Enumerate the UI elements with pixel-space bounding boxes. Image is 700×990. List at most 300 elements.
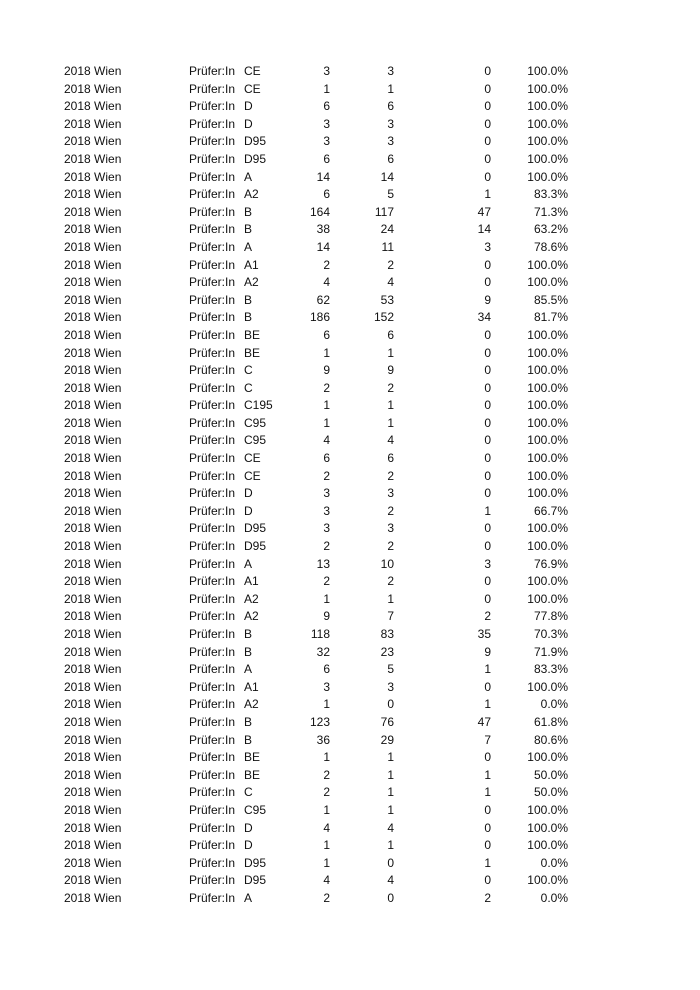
cell-total: 2: [323, 767, 330, 782]
table-row: [0, 784, 700, 802]
cell-passed: 0: [387, 697, 394, 712]
cell-license-class: C: [244, 785, 253, 800]
cell-year-location: 2018 Wien: [64, 820, 122, 835]
cell-role: Prüfer:In: [189, 855, 236, 870]
cell-pass-rate: 100.0%: [527, 468, 568, 483]
cell-license-class: B: [244, 204, 253, 219]
cell-failed: 1: [484, 697, 491, 712]
cell-role: Prüfer:In: [189, 679, 236, 694]
cell-pass-rate: 100.0%: [527, 81, 568, 96]
cell-pass-rate: 71.9%: [533, 644, 568, 659]
cell-pass-rate: 100.0%: [527, 134, 568, 149]
cell-role: Prüfer:In: [189, 574, 236, 589]
cell-total: 6: [323, 151, 330, 166]
cell-passed: 6: [387, 451, 394, 466]
table-row: [0, 133, 700, 151]
cell-passed: 1: [387, 415, 394, 430]
cell-passed: 24: [380, 222, 394, 237]
cell-year-location: 2018 Wien: [64, 714, 122, 729]
cell-failed: 1: [484, 785, 491, 800]
table-row: [0, 591, 700, 609]
cell-total: 3: [323, 679, 330, 694]
cell-total: 123: [309, 714, 330, 729]
cell-passed: 9: [387, 363, 394, 378]
table-row: [0, 732, 700, 750]
cell-pass-rate: 50.0%: [533, 785, 568, 800]
cell-total: 1: [323, 345, 330, 360]
cell-pass-rate: 100.0%: [527, 64, 568, 78]
cell-year-location: 2018 Wien: [64, 451, 122, 466]
cell-year-location: 2018 Wien: [64, 151, 122, 166]
cell-pass-rate: 100.0%: [527, 327, 568, 342]
cell-license-class: D95: [244, 134, 267, 149]
cell-total: 32: [316, 644, 330, 659]
cell-failed: 3: [484, 239, 491, 254]
cell-passed: 23: [380, 644, 394, 659]
cell-passed: 4: [387, 275, 394, 290]
cell-failed: 9: [484, 292, 491, 307]
cell-year-location: 2018 Wien: [64, 169, 122, 184]
cell-license-class: A1: [244, 679, 259, 694]
cell-pass-rate: 100.0%: [527, 802, 568, 817]
cell-role: Prüfer:In: [189, 873, 236, 888]
cell-role: Prüfer:In: [189, 116, 236, 131]
table-row: [0, 204, 700, 222]
cell-failed: 0: [484, 451, 491, 466]
cell-passed: 2: [387, 468, 394, 483]
cell-failed: 2: [484, 890, 491, 905]
cell-role: Prüfer:In: [189, 609, 236, 624]
cell-year-location: 2018 Wien: [64, 574, 122, 589]
cell-year-location: 2018 Wien: [64, 187, 122, 202]
cell-year-location: 2018 Wien: [64, 363, 122, 378]
cell-role: Prüfer:In: [189, 187, 236, 202]
cell-license-class: D: [244, 820, 253, 835]
cell-license-class: B: [244, 222, 253, 237]
cell-failed: 0: [484, 750, 491, 765]
table-row: [0, 432, 700, 450]
table-row: [0, 257, 700, 275]
table-row: [0, 63, 700, 81]
cell-year-location: 2018 Wien: [64, 257, 122, 272]
cell-passed: 29: [380, 732, 394, 747]
cell-passed: 2: [387, 574, 394, 589]
cell-passed: 7: [387, 609, 394, 624]
table-row: [0, 380, 700, 398]
cell-passed: 117: [374, 204, 394, 219]
cell-passed: 3: [387, 134, 394, 149]
cell-passed: 1: [387, 750, 394, 765]
cell-failed: 2: [484, 609, 491, 624]
cell-failed: 0: [484, 486, 491, 501]
cell-license-class: D: [244, 486, 253, 501]
cell-year-location: 2018 Wien: [64, 697, 122, 712]
cell-role: Prüfer:In: [189, 327, 236, 342]
cell-total: 13: [316, 556, 330, 571]
cell-pass-rate: 0.0%: [540, 890, 568, 905]
cell-year-location: 2018 Wien: [64, 890, 122, 905]
cell-role: Prüfer:In: [189, 222, 236, 237]
table-row: [0, 292, 700, 310]
cell-pass-rate: 81.7%: [533, 310, 568, 325]
table-row: [0, 644, 700, 662]
cell-license-class: B: [244, 644, 253, 659]
table-row: [0, 679, 700, 697]
cell-license-class: B: [244, 732, 253, 747]
cell-license-class: CE: [244, 64, 261, 78]
cell-total: 1: [323, 855, 330, 870]
cell-passed: 6: [387, 99, 394, 114]
cell-role: Prüfer:In: [189, 257, 236, 272]
cell-passed: 0: [387, 855, 394, 870]
table-row: [0, 820, 700, 838]
table-row: [0, 837, 700, 855]
cell-total: 1: [323, 415, 330, 430]
cell-failed: 34: [477, 310, 491, 325]
cell-total: 1: [323, 398, 330, 413]
cell-passed: 1: [387, 591, 394, 606]
cell-role: Prüfer:In: [189, 503, 236, 518]
cell-passed: 3: [387, 679, 394, 694]
cell-passed: 3: [387, 116, 394, 131]
table-row: [0, 169, 700, 187]
cell-total: 2: [323, 380, 330, 395]
cell-year-location: 2018 Wien: [64, 750, 122, 765]
cell-year-location: 2018 Wien: [64, 662, 122, 677]
cell-failed: 14: [477, 222, 491, 237]
table-row: [0, 485, 700, 503]
cell-passed: 11: [381, 239, 394, 254]
cell-failed: 0: [484, 345, 491, 360]
cell-pass-rate: 100.0%: [527, 539, 568, 554]
table-row: [0, 696, 700, 714]
cell-total: 1: [323, 81, 330, 96]
cell-failed: 0: [484, 151, 491, 166]
cell-year-location: 2018 Wien: [64, 838, 122, 853]
cell-role: Prüfer:In: [189, 697, 236, 712]
cell-failed: 1: [484, 187, 491, 202]
cell-total: 2: [323, 468, 330, 483]
cell-failed: 9: [484, 644, 491, 659]
cell-failed: 0: [484, 820, 491, 835]
table-row: [0, 151, 700, 169]
cell-total: 118: [310, 627, 330, 641]
cell-passed: 1: [387, 767, 394, 782]
cell-license-class: B: [244, 310, 253, 325]
cell-failed: 0: [484, 380, 491, 395]
cell-pass-rate: 100.0%: [527, 345, 568, 360]
cell-passed: 2: [387, 503, 394, 518]
cell-failed: 0: [484, 116, 491, 131]
cell-year-location: 2018 Wien: [64, 380, 122, 395]
table-row: [0, 345, 700, 363]
cell-license-class: B: [244, 627, 253, 641]
cell-pass-rate: 83.3%: [533, 187, 568, 202]
table-row: [0, 767, 700, 785]
cell-year-location: 2018 Wien: [64, 802, 122, 817]
cell-year-location: 2018 Wien: [64, 81, 122, 96]
table-row: [0, 274, 700, 292]
cell-role: Prüfer:In: [189, 134, 236, 149]
cell-license-class: A2: [244, 187, 259, 202]
cell-failed: 1: [484, 767, 491, 782]
cell-year-location: 2018 Wien: [64, 292, 122, 307]
cell-license-class: B: [244, 292, 253, 307]
cell-total: 2: [323, 574, 330, 589]
table-row: [0, 327, 700, 345]
cell-total: 1: [323, 591, 330, 606]
cell-failed: 0: [484, 591, 491, 606]
cell-pass-rate: 100.0%: [527, 380, 568, 395]
table-row: [0, 714, 700, 732]
cell-year-location: 2018 Wien: [64, 433, 122, 448]
table-row: [0, 397, 700, 415]
cell-license-class: A: [244, 169, 253, 184]
cell-pass-rate: 85.5%: [533, 292, 568, 307]
cell-pass-rate: 100.0%: [527, 750, 568, 765]
cell-year-location: 2018 Wien: [64, 116, 122, 131]
cell-total: 1: [323, 802, 330, 817]
cell-failed: 35: [477, 627, 491, 641]
table-row: [0, 239, 700, 257]
cell-pass-rate: 100.0%: [527, 820, 568, 835]
cell-role: Prüfer:In: [189, 151, 236, 166]
cell-license-class: A: [244, 890, 253, 905]
cell-total: 1: [323, 838, 330, 853]
cell-failed: 0: [484, 468, 491, 483]
cell-license-class: A2: [244, 275, 259, 290]
cell-passed: 0: [387, 890, 394, 905]
cell-role: Prüfer:In: [189, 415, 236, 430]
cell-total: 14: [316, 239, 330, 254]
cell-total: 4: [323, 873, 330, 888]
cell-license-class: CE: [244, 81, 261, 96]
cell-total: 3: [323, 521, 330, 536]
cell-license-class: A1: [244, 257, 259, 272]
cell-year-location: 2018 Wien: [64, 486, 122, 501]
cell-pass-rate: 100.0%: [527, 116, 568, 131]
cell-failed: 0: [484, 169, 491, 184]
cell-year-location: 2018 Wien: [64, 679, 122, 694]
cell-total: 2: [323, 539, 330, 554]
cell-pass-rate: 100.0%: [527, 486, 568, 501]
cell-pass-rate: 100.0%: [527, 838, 568, 853]
cell-pass-rate: 63.2%: [533, 222, 568, 237]
cell-total: 3: [323, 134, 330, 149]
cell-role: Prüfer:In: [189, 310, 236, 325]
cell-license-class: C: [244, 380, 253, 395]
cell-license-class: BE: [244, 327, 261, 342]
table-row: [0, 221, 700, 239]
cell-year-location: 2018 Wien: [64, 785, 122, 800]
cell-failed: 47: [477, 204, 491, 219]
cell-passed: 10: [380, 556, 394, 571]
cell-pass-rate: 100.0%: [527, 433, 568, 448]
cell-license-class: CE: [244, 468, 261, 483]
cell-role: Prüfer:In: [189, 275, 236, 290]
cell-failed: 7: [484, 732, 491, 747]
cell-failed: 0: [484, 415, 491, 430]
cell-total: 4: [323, 275, 330, 290]
cell-total: 4: [323, 820, 330, 835]
cell-year-location: 2018 Wien: [64, 239, 122, 254]
cell-role: Prüfer:In: [189, 169, 236, 184]
cell-license-class: D: [244, 99, 253, 114]
cell-year-location: 2018 Wien: [64, 767, 122, 782]
cell-total: 3: [323, 486, 330, 501]
table-row: [0, 802, 700, 820]
cell-total: 36: [316, 732, 330, 747]
table-row: [0, 749, 700, 767]
cell-total: 4: [323, 433, 330, 448]
cell-passed: 4: [387, 873, 394, 888]
cell-role: Prüfer:In: [189, 802, 236, 817]
cell-year-location: 2018 Wien: [64, 64, 122, 78]
table-row: [0, 872, 700, 890]
cell-role: Prüfer:In: [189, 486, 236, 501]
cell-license-class: D: [244, 503, 253, 518]
table-row: [0, 116, 700, 134]
cell-total: 164: [309, 204, 330, 219]
cell-role: Prüfer:In: [189, 204, 236, 219]
cell-license-class: BE: [244, 767, 261, 782]
cell-license-class: CE: [244, 451, 261, 466]
cell-year-location: 2018 Wien: [64, 204, 122, 219]
cell-total: 1: [323, 697, 330, 712]
cell-pass-rate: 100.0%: [527, 873, 568, 888]
cell-passed: 6: [387, 151, 394, 166]
cell-failed: 0: [484, 275, 491, 290]
cell-failed: 0: [484, 838, 491, 853]
table-row: [0, 855, 700, 873]
cell-total: 3: [323, 503, 330, 518]
cell-role: Prüfer:In: [189, 64, 236, 78]
cell-pass-rate: 66.7%: [533, 503, 568, 518]
cell-total: 6: [323, 327, 330, 342]
table-row: [0, 415, 700, 433]
table-row: [0, 362, 700, 380]
cell-pass-rate: 100.0%: [527, 99, 568, 114]
cell-failed: 1: [484, 503, 491, 518]
cell-role: Prüfer:In: [189, 890, 236, 905]
cell-pass-rate: 0.0%: [540, 855, 568, 870]
cell-year-location: 2018 Wien: [64, 609, 122, 624]
cell-year-location: 2018 Wien: [64, 732, 122, 747]
cell-failed: 0: [484, 873, 491, 888]
cell-role: Prüfer:In: [189, 380, 236, 395]
cell-total: 2: [323, 785, 330, 800]
cell-failed: 47: [477, 714, 491, 729]
cell-pass-rate: 77.8%: [533, 609, 568, 624]
cell-total: 6: [323, 187, 330, 202]
cell-role: Prüfer:In: [189, 556, 236, 571]
cell-role: Prüfer:In: [189, 345, 236, 360]
cell-passed: 83: [380, 627, 394, 641]
cell-total: 38: [316, 222, 330, 237]
cell-failed: 3: [484, 556, 491, 571]
cell-year-location: 2018 Wien: [64, 627, 122, 641]
cell-passed: 1: [387, 802, 394, 817]
cell-pass-rate: 50.0%: [533, 767, 568, 782]
cell-role: Prüfer:In: [189, 714, 236, 729]
cell-year-location: 2018 Wien: [64, 873, 122, 888]
cell-year-location: 2018 Wien: [64, 644, 122, 659]
cell-year-location: 2018 Wien: [64, 855, 122, 870]
cell-failed: 0: [484, 64, 491, 78]
cell-failed: 0: [484, 327, 491, 342]
cell-license-class: D95: [244, 855, 267, 870]
cell-year-location: 2018 Wien: [64, 310, 122, 325]
table-row: [0, 608, 700, 626]
cell-role: Prüfer:In: [189, 363, 236, 378]
table-row: [0, 503, 700, 521]
table-row: [0, 81, 700, 99]
cell-role: Prüfer:In: [189, 433, 236, 448]
cell-year-location: 2018 Wien: [64, 134, 122, 149]
table-row: [0, 520, 700, 538]
cell-license-class: D95: [244, 873, 267, 888]
cell-year-location: 2018 Wien: [64, 222, 122, 237]
cell-passed: 3: [387, 521, 394, 536]
cell-pass-rate: 100.0%: [527, 591, 568, 606]
cell-total: 6: [323, 451, 330, 466]
cell-pass-rate: 100.0%: [527, 275, 568, 290]
cell-license-class: C95: [244, 415, 267, 430]
cell-passed: 5: [387, 662, 394, 677]
cell-passed: 1: [387, 81, 394, 96]
cell-license-class: A: [244, 239, 253, 254]
cell-total: 186: [309, 310, 330, 325]
table-row: [0, 309, 700, 327]
cell-pass-rate: 71.3%: [533, 204, 568, 219]
cell-role: Prüfer:In: [189, 732, 236, 747]
cell-role: Prüfer:In: [189, 750, 236, 765]
cell-license-class: D: [244, 116, 253, 131]
table-row: [0, 450, 700, 468]
cell-pass-rate: 100.0%: [527, 521, 568, 536]
cell-passed: 4: [387, 820, 394, 835]
cell-failed: 0: [484, 574, 491, 589]
cell-failed: 0: [484, 99, 491, 114]
cell-total: 3: [323, 116, 330, 131]
cell-failed: 0: [484, 134, 491, 149]
cell-total: 62: [316, 292, 330, 307]
cell-total: 2: [323, 890, 330, 905]
cell-failed: 0: [484, 433, 491, 448]
cell-pass-rate: 100.0%: [527, 151, 568, 166]
cell-role: Prüfer:In: [189, 662, 236, 677]
cell-role: Prüfer:In: [189, 468, 236, 483]
cell-failed: 0: [484, 521, 491, 536]
cell-license-class: D95: [244, 539, 267, 554]
table-row: [0, 468, 700, 486]
cell-license-class: A2: [244, 591, 259, 606]
cell-role: Prüfer:In: [189, 81, 236, 96]
cell-license-class: A1: [244, 574, 259, 589]
cell-total: 9: [323, 363, 330, 378]
cell-year-location: 2018 Wien: [64, 398, 122, 413]
cell-license-class: C195: [244, 398, 273, 413]
cell-pass-rate: 70.3%: [533, 627, 568, 641]
cell-passed: 2: [387, 380, 394, 395]
cell-role: Prüfer:In: [189, 451, 236, 466]
cell-passed: 5: [387, 187, 394, 202]
table-row: [0, 573, 700, 591]
cell-failed: 0: [484, 257, 491, 272]
cell-pass-rate: 100.0%: [527, 363, 568, 378]
cell-role: Prüfer:In: [189, 820, 236, 835]
cell-license-class: A: [244, 556, 253, 571]
